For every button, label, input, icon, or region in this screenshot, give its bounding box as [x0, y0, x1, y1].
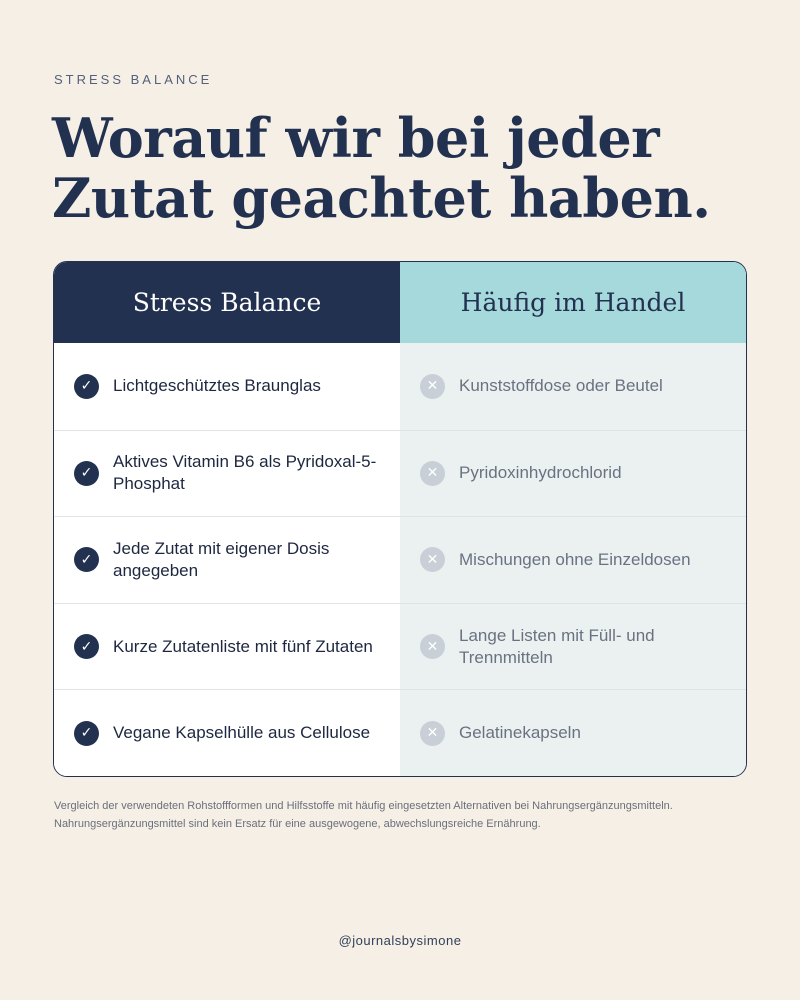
ours-text: Jede Zutat mit eigener Dosis angegeben — [113, 538, 330, 580]
footnote-line: Nahrungsergänzungsmittel sind kein Ersatz für eine ausgewogene, abwechslungsreiche Ernährung. — [54, 818, 541, 830]
cross-icon: ✕ — [420, 634, 445, 659]
theirs-cell — [400, 516, 746, 603]
ours-cell — [54, 343, 400, 430]
table-row — [54, 516, 746, 603]
footnote — [54, 797, 754, 833]
ours-cell — [54, 603, 400, 690]
header-common-market: Häufig im Handel — [400, 262, 746, 343]
ours-text: Aktives Vitamin B6 als Pyridoxal-5-Phosphat — [113, 452, 377, 494]
table-row — [54, 430, 746, 517]
check-icon: ✓ — [74, 374, 99, 399]
ours-text: Lichtgeschütztes Braunglas — [113, 376, 321, 396]
table-row — [54, 343, 746, 430]
cross-icon: ✕ — [420, 374, 445, 399]
cross-icon: ✕ — [420, 721, 445, 746]
check-icon: ✓ — [74, 634, 99, 659]
footnote-line: Vergleich der verwendeten Rohstoffformen und Hilfsstoffe mit häufig eingesetzten Alternativen bei Nahrungsergänzungsmitteln. — [54, 800, 673, 812]
ours-cell — [54, 430, 400, 517]
check-icon: ✓ — [74, 721, 99, 746]
theirs-text: Pyridoxinhydrochlorid — [459, 463, 622, 483]
page-headline: Worauf wir bei jeder Zutat geachtet haben. — [52, 106, 711, 230]
theirs-cell — [400, 689, 746, 776]
theirs-text: Kunststoffdose oder Beutel — [459, 376, 663, 396]
theirs-cell — [400, 343, 746, 430]
ours-text: Vegane Kapselhülle aus Cellulose — [113, 723, 371, 743]
theirs-text: Gelatinekapseln — [459, 723, 581, 743]
eyebrow-label: STRESS BALANCE — [54, 72, 213, 87]
theirs-text: Mischungen ohne Einzeldosen — [459, 549, 691, 569]
theirs-cell — [400, 430, 746, 517]
ours-text: Kurze Zutatenliste mit fünf Zutaten — [113, 636, 373, 656]
header-stress-balance: Stress Balance — [54, 262, 400, 343]
comparison-table — [53, 261, 747, 777]
table-header-row — [54, 262, 746, 343]
table-row — [54, 603, 746, 690]
social-handle: @journalsbysimone — [338, 933, 462, 948]
check-icon: ✓ — [74, 547, 99, 572]
ours-cell — [54, 689, 400, 776]
check-icon: ✓ — [74, 461, 99, 486]
table-row — [54, 689, 746, 776]
cross-icon: ✕ — [420, 461, 445, 486]
theirs-text: Lange Listen mit Füll- und Trennmitteln — [459, 625, 655, 667]
theirs-cell — [400, 603, 746, 690]
cross-icon: ✕ — [420, 547, 445, 572]
ours-cell — [54, 516, 400, 603]
